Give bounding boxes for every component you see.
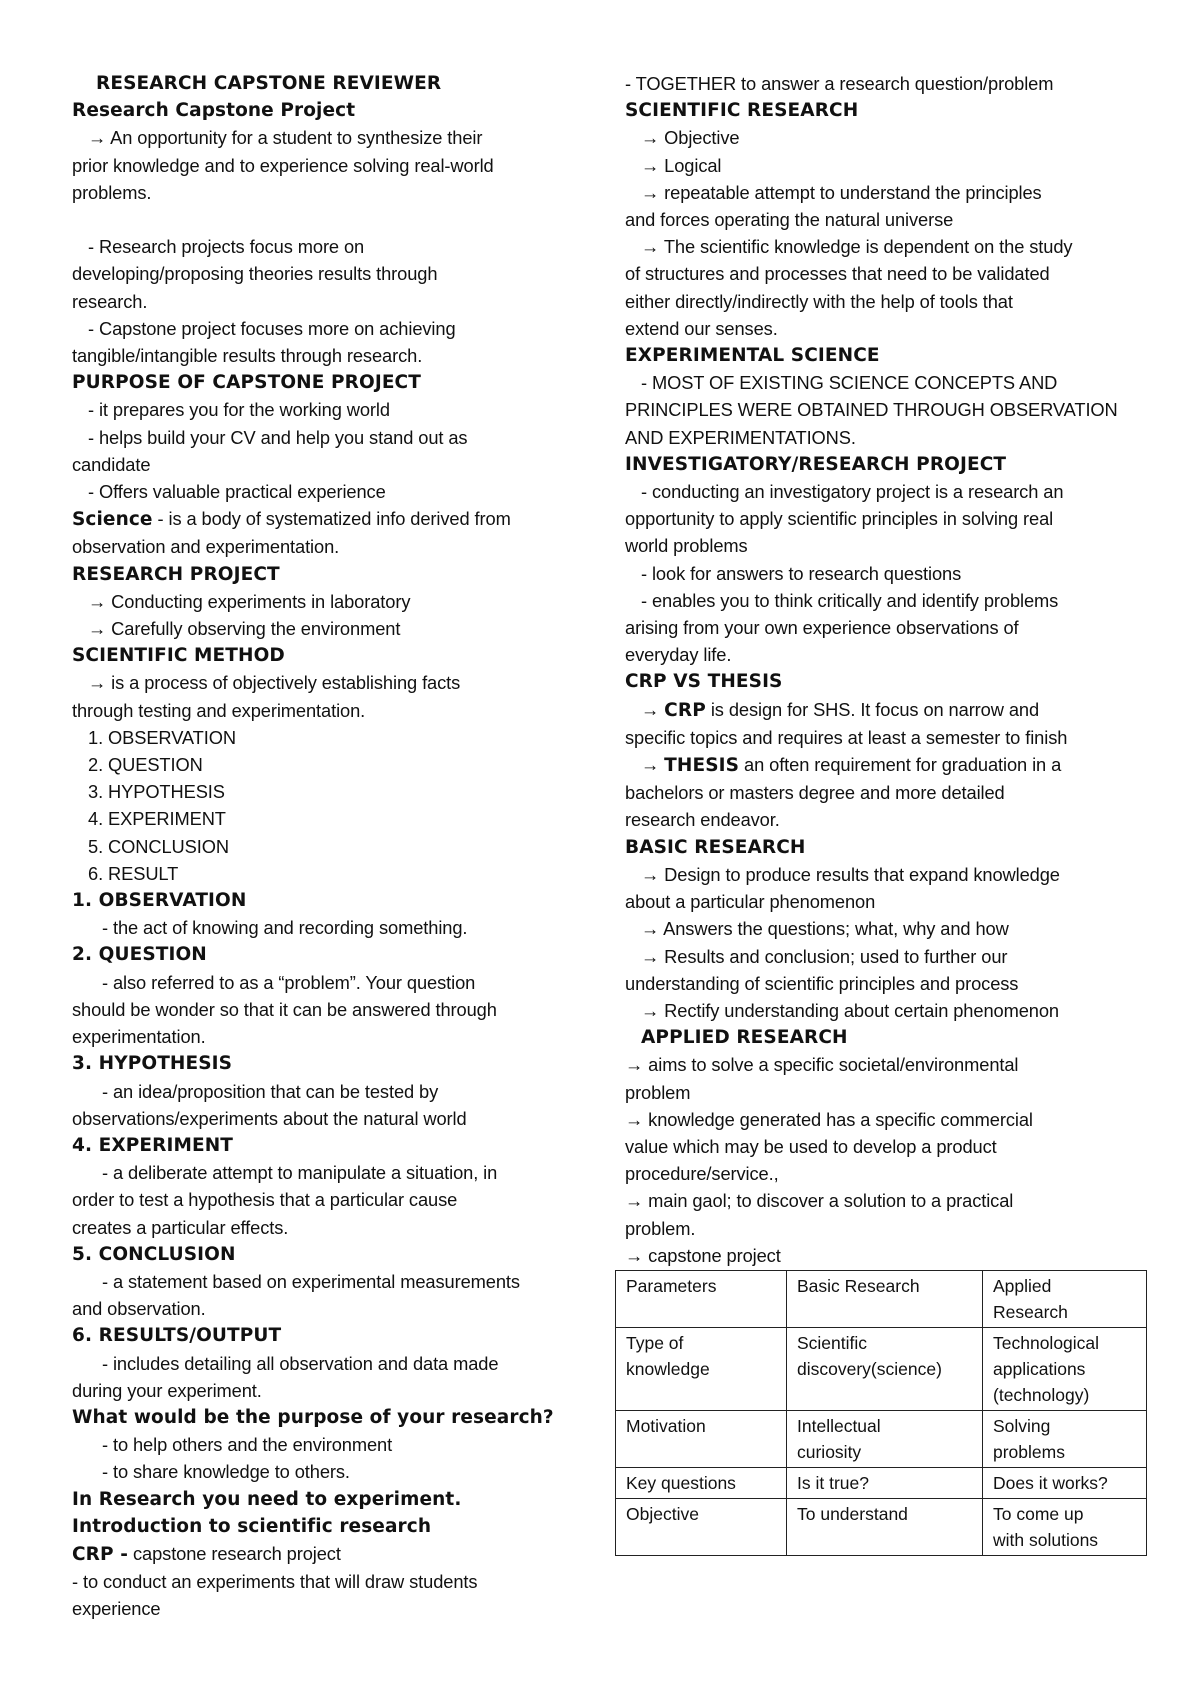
table-row xyxy=(616,1271,1147,1328)
crp-text: is design for SHS. It focus on narrow and xyxy=(705,698,1040,720)
applied-item: → main gaol; to discover a solution to a practical xyxy=(625,1190,1014,1212)
exp-science-item: AND EXPERIMENTATIONS. xyxy=(625,426,856,448)
crp-term: CRP - xyxy=(72,1543,128,1565)
basic-item: about a particular phenomenon xyxy=(625,891,876,913)
applied-item: → knowledge generated has a specific commercial xyxy=(625,1108,1033,1130)
table-cell: Solving problems xyxy=(983,1411,1147,1468)
observation-def: - the act of knowing and recording something. xyxy=(102,917,468,939)
thesis-line: → THESIS an often requirement for graduation in a xyxy=(641,754,1062,777)
experiment-heading: 4. EXPERIMENT xyxy=(72,1134,234,1156)
question-heading: 2. QUESTION xyxy=(72,944,207,966)
hypothesis-def: observations/experiments about the natural world xyxy=(72,1107,467,1129)
basic-item: → Design to produce results that expand knowledge xyxy=(641,863,1060,885)
sci-research-item: → Logical xyxy=(641,154,722,176)
sci-research-item: extend our senses. xyxy=(625,317,778,339)
table-cell: To come up with solutions xyxy=(983,1499,1147,1556)
research-project-item: → Carefully observing the environment xyxy=(88,618,401,640)
purpose-answer: - to share knowledge to others. xyxy=(102,1461,350,1483)
right-column xyxy=(625,70,1155,1269)
left-column xyxy=(72,70,577,1623)
table-cell: Objective xyxy=(616,1499,787,1556)
table-cell: Technological applications (technology) xyxy=(983,1328,1147,1411)
step-item: 2. QUESTION xyxy=(88,754,203,776)
step-item: 5. CONCLUSION xyxy=(88,835,229,857)
experiment-note: In Research you need to experiment. xyxy=(72,1488,462,1510)
purpose-item: - helps build your CV and help you stand out as xyxy=(88,426,468,448)
thesis-text-cont: research endeavor. xyxy=(625,809,780,831)
investigatory-item: world problems xyxy=(625,535,748,557)
investigatory-item: - look for answers to research questions xyxy=(641,562,962,584)
science-term: Science xyxy=(72,509,153,531)
subtitle: Research Capstone Project xyxy=(72,100,356,122)
intro-line: → An opportunity for a student to synthesize their xyxy=(88,127,483,149)
projects-note-line: research. xyxy=(72,290,148,312)
projects-note-line: - Capstone project focuses more on achieving xyxy=(88,317,456,339)
sci-research-item: either directly/indirectly with the help of tools that xyxy=(625,290,1013,312)
crp-def-text: capstone research project xyxy=(128,1542,341,1564)
crp-label: CRP xyxy=(664,699,706,721)
step-item: 1. OBSERVATION xyxy=(88,726,236,748)
research-project-item: → Conducting experiments in laboratory xyxy=(88,590,411,612)
crp-text-cont: specific topics and requires at least a semester to finish xyxy=(625,726,1068,748)
science-definition xyxy=(72,505,577,533)
step-item: 3. HYPOTHESIS xyxy=(88,781,225,803)
table-cell: Parameters xyxy=(616,1271,787,1328)
intro-line: prior knowledge and to experience solving real-world xyxy=(72,154,494,176)
comparison-table xyxy=(615,1270,1147,1556)
projects-note-line: developing/proposing theories results through xyxy=(72,263,438,285)
basic-item: → Results and conclusion; used to further our xyxy=(641,945,1008,967)
table-row xyxy=(616,1411,1147,1468)
step-item: 6. RESULT xyxy=(88,862,179,884)
sci-research-item: and forces operating the natural universe xyxy=(625,209,954,231)
table-cell: To understand xyxy=(787,1499,983,1556)
purpose-heading: PURPOSE OF CAPSTONE PROJECT xyxy=(72,372,421,394)
table-cell: Does it works? xyxy=(983,1468,1147,1499)
conclusion-def: and observation. xyxy=(72,1298,206,1320)
results-def: during your experiment. xyxy=(72,1379,262,1401)
together-line: - TOGETHER to answer a research question/problem xyxy=(625,73,1054,94)
experiment-def: creates a particular effects. xyxy=(72,1216,289,1238)
science-def-line: observation and experimentation. xyxy=(72,536,340,558)
sci-research-heading: SCIENTIFIC RESEARCH xyxy=(625,100,859,122)
crp-definition xyxy=(72,1540,577,1568)
investigatory-item: - conducting an investigatory project is a research an xyxy=(641,481,1064,503)
observation-heading: 1. OBSERVATION xyxy=(72,890,247,912)
sci-research-item: → The scientific knowledge is dependent on the study xyxy=(641,236,1073,258)
table-cell: Basic Research xyxy=(787,1271,983,1328)
thesis-text: an often requirement for graduation in a xyxy=(739,754,1062,776)
table-cell: Key questions xyxy=(616,1468,787,1499)
table-cell: Applied Research xyxy=(983,1271,1147,1328)
intro-line: problems. xyxy=(72,181,152,203)
spacer xyxy=(72,206,577,233)
science-def-text: - is a body of systematized info derived from xyxy=(152,508,511,530)
basic-item: → Answers the questions; what, why and how xyxy=(641,918,1009,940)
purpose-item: - Offers valuable practical experience xyxy=(88,481,386,503)
question-def: should be wonder so that it can be answered through xyxy=(72,998,497,1020)
conclusion-def: - a statement based on experimental measurements xyxy=(102,1270,520,1292)
exp-science-heading: EXPERIMENTAL SCIENCE xyxy=(625,345,880,367)
sci-research-item: → Objective xyxy=(641,127,740,149)
conclusion-heading: 5. CONCLUSION xyxy=(72,1243,236,1265)
hypothesis-def: - an idea/proposition that can be tested by xyxy=(102,1080,439,1102)
exp-science-item: PRINCIPLES WERE OBTAINED THROUGH OBSERVATION xyxy=(625,399,1118,421)
results-heading: 6. RESULTS/OUTPUT xyxy=(72,1325,282,1347)
sci-research-item: → repeatable attempt to understand the principles xyxy=(641,181,1042,203)
table-row xyxy=(616,1468,1147,1499)
purpose-question: What would be the purpose of your research? xyxy=(72,1406,554,1428)
thesis-text-cont: bachelors or masters degree and more detailed xyxy=(625,782,1005,804)
applied-item: → aims to solve a specific societal/environmental xyxy=(625,1054,1019,1076)
investigatory-item: arising from your own experience observations of xyxy=(625,617,1019,639)
table-row xyxy=(616,1499,1147,1556)
applied-item: → capstone project xyxy=(625,1244,781,1266)
investigatory-heading: INVESTIGATORY/RESEARCH PROJECT xyxy=(625,453,1007,475)
basic-item: understanding of scientific principles and process xyxy=(625,972,1019,994)
investigatory-item: - enables you to think critically and identify problems xyxy=(641,589,1059,611)
table-cell: Is it true? xyxy=(787,1468,983,1499)
projects-note-line: tangible/intangible results through research. xyxy=(72,345,423,367)
crp-vs-heading: CRP VS THESIS xyxy=(625,671,783,693)
table-cell: Intellectual curiosity xyxy=(787,1411,983,1468)
applied-item: procedure/service., xyxy=(625,1163,779,1185)
purpose-item: - it prepares you for the working world xyxy=(88,399,390,421)
intro-sci-heading: Introduction to scientific research xyxy=(72,1515,432,1537)
document-title: RESEARCH CAPSTONE REVIEWER xyxy=(96,73,442,94)
table-cell: Scientific discovery(science) xyxy=(787,1328,983,1411)
scientific-method-def: through testing and experimentation. xyxy=(72,699,366,721)
purpose-answer: - to help others and the environment xyxy=(102,1434,393,1456)
experiment-def: - a deliberate attempt to manipulate a situation, in xyxy=(102,1162,498,1184)
results-def: - includes detailing all observation and data made xyxy=(102,1352,499,1374)
experiment-def: order to test a hypothesis that a particular cause xyxy=(72,1189,458,1211)
applied-item: value which may be used to develop a product xyxy=(625,1135,997,1157)
purpose-item: candidate xyxy=(72,453,151,475)
scientific-method-heading: SCIENTIFIC METHOD xyxy=(72,645,285,667)
investigatory-item: everyday life. xyxy=(625,644,732,666)
thesis-label: THESIS xyxy=(664,755,740,777)
applied-item: problem. xyxy=(625,1217,696,1239)
research-project-heading: RESEARCH PROJECT xyxy=(72,563,280,585)
sci-research-item: of structures and processes that need to be validated xyxy=(625,263,1050,285)
applied-item: problem xyxy=(625,1081,691,1103)
crp-line: experience xyxy=(72,1598,161,1620)
table-row xyxy=(616,1328,1147,1411)
basic-item: → Rectify understanding about certain phenomenon xyxy=(641,999,1059,1021)
exp-science-item: - MOST OF EXISTING SCIENCE CONCEPTS AND xyxy=(641,372,1058,394)
basic-heading: BASIC RESEARCH xyxy=(625,836,806,858)
scientific-method-def: → is a process of objectively establishing facts xyxy=(88,672,461,694)
hypothesis-heading: 3. HYPOTHESIS xyxy=(72,1053,233,1075)
investigatory-item: opportunity to apply scientific principles in solving real xyxy=(625,508,1054,530)
table-cell: Motivation xyxy=(616,1411,787,1468)
crp-line: - to conduct an experiments that will draw students xyxy=(72,1571,478,1593)
applied-heading: APPLIED RESEARCH xyxy=(641,1027,848,1049)
step-item: 4. EXPERIMENT xyxy=(88,808,226,830)
crp-line: → CRP is design for SHS. It focus on narrow and xyxy=(641,698,1040,721)
projects-note-line: - Research projects focus more on xyxy=(88,236,365,258)
table-cell: Type of knowledge xyxy=(616,1328,787,1411)
question-def: experimentation. xyxy=(72,1026,206,1048)
question-def: - also referred to as a “problem”. Your question xyxy=(102,971,476,993)
